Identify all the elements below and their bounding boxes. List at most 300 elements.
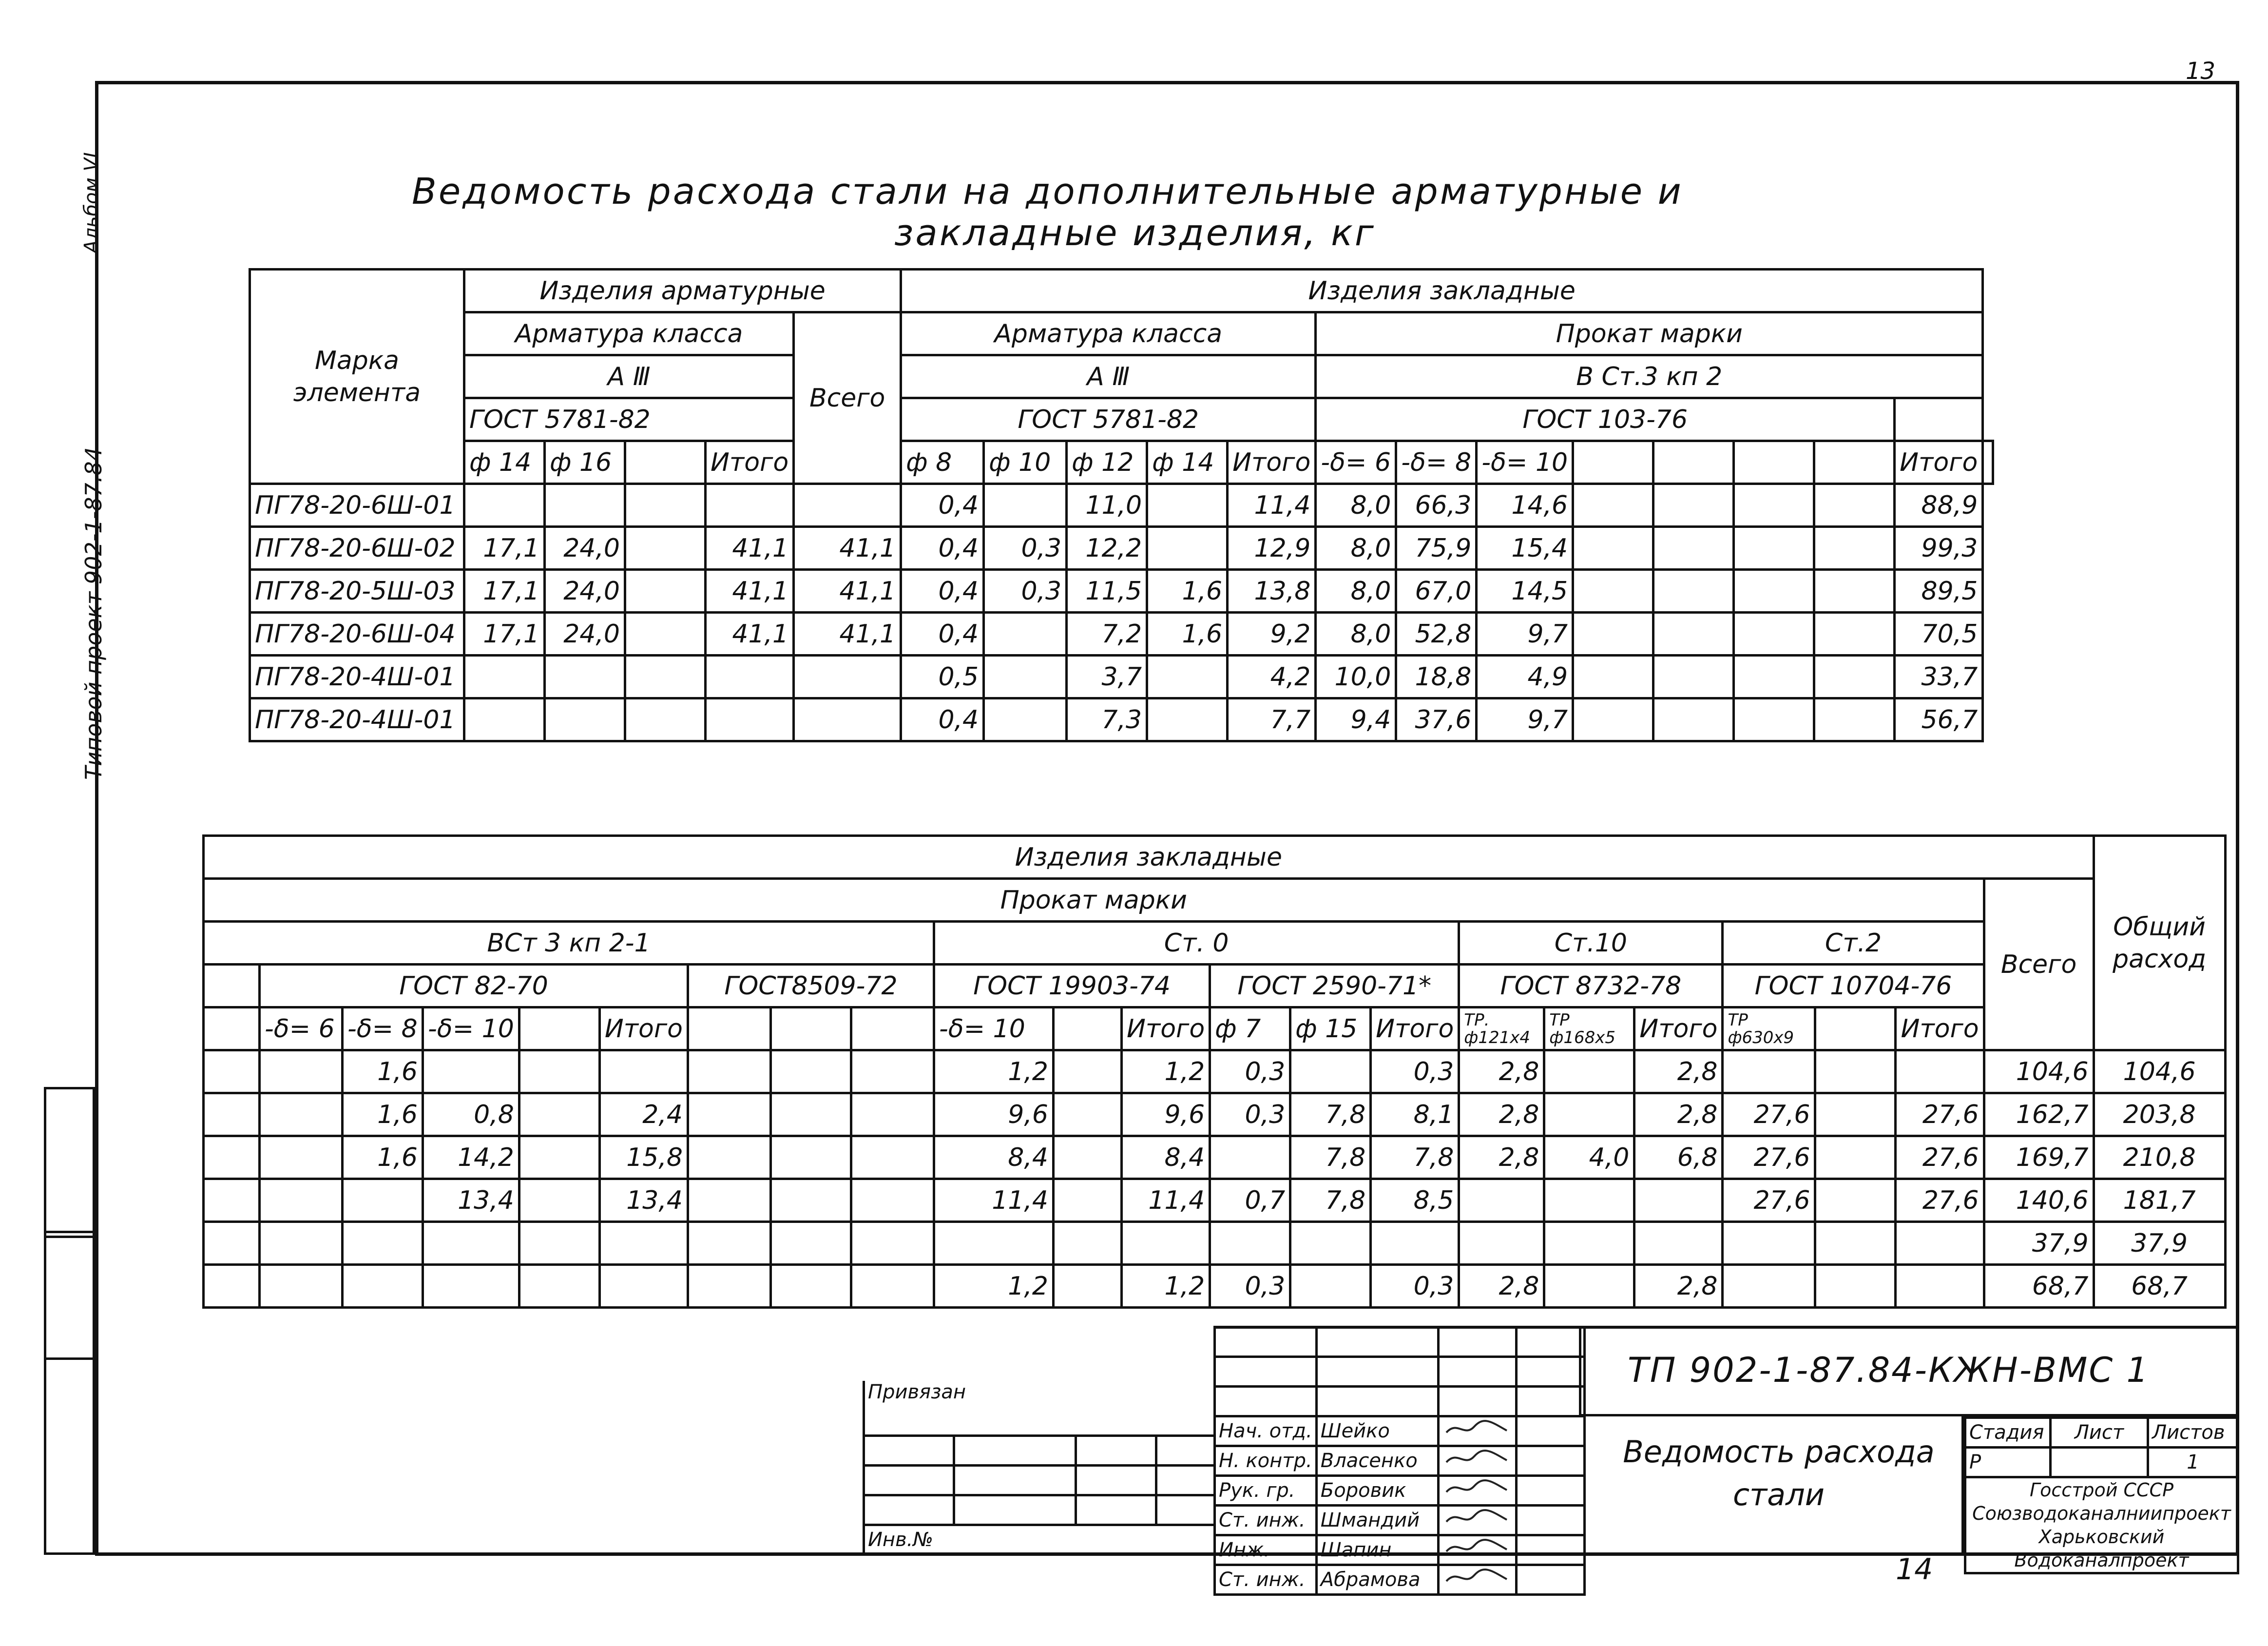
value-cell: 37,6 [1396, 698, 1477, 741]
value-cell [423, 1222, 519, 1265]
value-cell: 10,0 [1316, 656, 1396, 698]
overall-cell: 104,6 [2094, 1050, 2225, 1093]
overall-cell: 68,7 [2094, 1265, 2225, 1308]
col-header [625, 441, 706, 484]
col-header: ф 12 [1067, 441, 1147, 484]
col-header [519, 1007, 599, 1050]
col-header: -δ= 6 [260, 1007, 343, 1050]
value-cell [1723, 1265, 1815, 1308]
total-header: Всего [794, 312, 901, 484]
rolled-grade-header: Прокат марки [1316, 312, 1983, 355]
value-cell [1734, 484, 1814, 527]
signer-row [1215, 1476, 1585, 1506]
value-cell: 8,0 [1316, 484, 1396, 527]
value-cell [771, 1093, 851, 1136]
value-cell [1459, 1222, 1544, 1265]
value-cell [851, 1179, 934, 1222]
value-cell: 11,5 [1067, 570, 1147, 613]
date-cell [1516, 1506, 1584, 1535]
value-cell: 89,5 [1895, 570, 1983, 613]
stamp-code-box [1579, 1326, 2239, 1416]
value-cell: 1,2 [1122, 1050, 1210, 1093]
value-cell [423, 1050, 519, 1093]
value-cell: 14,5 [1477, 570, 1573, 613]
value-cell: 4,9 [1477, 656, 1573, 698]
signer-role: Инж. [1215, 1535, 1317, 1565]
value-cell [464, 698, 545, 741]
value-cell [794, 656, 901, 698]
table-row [204, 1179, 2226, 1222]
value-cell [934, 1222, 1054, 1265]
value-cell: 0,4 [901, 613, 984, 656]
overall-header: Общий расход [2094, 836, 2225, 1050]
value-cell: 27,6 [1896, 1179, 1984, 1222]
value-cell [1653, 656, 1734, 698]
value-cell: 2,8 [1634, 1093, 1723, 1136]
value-cell [1814, 656, 1895, 698]
value-cell: 2,8 [1459, 1093, 1544, 1136]
value-cell: 7,8 [1290, 1179, 1371, 1222]
value-cell: 27,6 [1896, 1136, 1984, 1179]
value-cell: 75,9 [1396, 527, 1477, 570]
value-cell [1815, 1265, 1896, 1308]
value-cell [1054, 1050, 1122, 1093]
gost2590-header: ГОСТ 2590-71* [1210, 965, 1459, 1007]
value-cell [1544, 1222, 1634, 1265]
value-cell: 12,2 [1067, 527, 1147, 570]
document-code: ТП 902-1-87.84-КЖН-ВМС 1 [1628, 1350, 2150, 1390]
value-cell [1573, 570, 1653, 613]
value-cell: 8,4 [934, 1136, 1054, 1179]
value-cell: 2,8 [1459, 1265, 1544, 1308]
doc-title: Ведомость расхода стали [1623, 1434, 1935, 1512]
value-cell [1814, 570, 1895, 613]
value-cell [1147, 527, 1228, 570]
gost8732-header: ГОСТ 8732-78 [1459, 965, 1723, 1007]
table-1 [249, 268, 1994, 742]
value-cell [1814, 484, 1895, 527]
total-cell: 104,6 [1984, 1050, 2094, 1093]
armature-class-header: Арматура класса [464, 312, 794, 355]
value-cell [1054, 1136, 1122, 1179]
col-header: -δ= 6 [1316, 441, 1396, 484]
value-cell [625, 484, 706, 527]
value-cell [1573, 613, 1653, 656]
table-row [204, 1222, 2226, 1265]
table-row [250, 484, 1993, 527]
col-header: Итого [706, 441, 794, 484]
armature-class-header-2: Арматура класса [901, 312, 1316, 355]
value-cell: 27,6 [1896, 1093, 1984, 1136]
col-header: ф 14 [1147, 441, 1228, 484]
col-header [851, 1007, 934, 1050]
value-cell: 14,2 [423, 1136, 519, 1179]
col-header: -δ= 10 [1477, 441, 1573, 484]
value-cell [688, 1050, 771, 1093]
title-line-1: Ведомость расхода стали на дополнительные арматурные и [412, 171, 1683, 213]
value-cell [1653, 698, 1734, 741]
col-header: ТР ф168х5 [1544, 1007, 1634, 1050]
value-cell: 41,1 [794, 613, 901, 656]
value-cell [771, 1050, 851, 1093]
signature [1438, 1506, 1516, 1535]
value-cell [625, 698, 706, 741]
col-header: ф 14 [464, 441, 545, 484]
col-header: ф 7 [1210, 1007, 1290, 1050]
overall-cell: 203,8 [2094, 1093, 2225, 1136]
sheet-label: Лист [2051, 1418, 2148, 1448]
value-cell: 9,4 [1316, 698, 1396, 741]
gost-5781-header: ГОСТ 5781-82 [464, 398, 794, 441]
signature [1438, 1416, 1516, 1446]
value-cell [1723, 1222, 1815, 1265]
value-cell [688, 1222, 771, 1265]
signer-row [1215, 1535, 1585, 1565]
date-cell [1516, 1476, 1584, 1506]
value-cell [706, 484, 794, 527]
signer-role: Нач. отд. [1215, 1416, 1317, 1446]
value-cell [1815, 1050, 1896, 1093]
value-cell [1815, 1136, 1896, 1179]
value-cell [1544, 1050, 1634, 1093]
value-cell [984, 613, 1067, 656]
value-cell [1734, 698, 1814, 741]
value-cell [260, 1136, 343, 1179]
value-cell [1147, 698, 1228, 741]
value-cell [1210, 1136, 1290, 1179]
value-cell: 12,9 [1228, 527, 1316, 570]
value-cell [1054, 1222, 1122, 1265]
value-cell [688, 1179, 771, 1222]
mark-cell: ПГ78-20-6Ш-02 [250, 527, 464, 570]
col-header: -δ= 10 [423, 1007, 519, 1050]
gost10704-header: ГОСТ 10704-76 [1723, 965, 1984, 1007]
col-header: Итого [1895, 441, 1983, 484]
mark-cell: ПГ78-20-6Ш-04 [250, 613, 464, 656]
sheet-value [2051, 1448, 2148, 1477]
doc-title-box [1579, 1416, 1964, 1556]
value-cell [1290, 1050, 1371, 1093]
value-cell [851, 1222, 934, 1265]
value-cell: 9,2 [1228, 613, 1316, 656]
value-cell: 7,2 [1067, 613, 1147, 656]
value-cell: 17,1 [464, 570, 545, 613]
margin-box [44, 1087, 95, 1555]
value-cell: 13,4 [423, 1179, 519, 1222]
value-cell [625, 656, 706, 698]
signer-name: Шмандий [1316, 1506, 1438, 1535]
value-cell: 8,1 [1371, 1093, 1459, 1136]
value-cell: 24,0 [545, 613, 625, 656]
signer-name: Шапин [1316, 1535, 1438, 1565]
value-cell: 11,4 [1122, 1179, 1210, 1222]
col-header: Итого [1371, 1007, 1459, 1050]
value-cell [1814, 698, 1895, 741]
value-cell [260, 1222, 343, 1265]
value-cell: 70,5 [1895, 613, 1983, 656]
value-cell [1814, 613, 1895, 656]
embedded-products-header: Изделия закладные [901, 270, 1983, 312]
col-header: -δ= 8 [1396, 441, 1477, 484]
signature [1438, 1476, 1516, 1506]
value-cell [984, 484, 1067, 527]
embedded-products-header: Изделия закладные [204, 836, 2094, 879]
value-cell: 88,9 [1895, 484, 1983, 527]
empty-cell [204, 1007, 260, 1050]
gost82-header: ГОСТ 82-70 [260, 965, 688, 1007]
value-cell [343, 1265, 423, 1308]
mark-cell: ПГ78-20-6Ш-01 [250, 484, 464, 527]
value-cell: 9,6 [934, 1093, 1054, 1136]
value-cell [260, 1265, 343, 1308]
value-cell [1815, 1093, 1896, 1136]
value-cell [688, 1093, 771, 1136]
value-cell: 15,4 [1477, 527, 1573, 570]
value-cell: 8,5 [1371, 1179, 1459, 1222]
col-header: ф 10 [984, 441, 1067, 484]
total-cell: 140,6 [1984, 1179, 2094, 1222]
value-cell [1896, 1050, 1984, 1093]
empty-cell [204, 1136, 260, 1179]
value-cell: 14,6 [1477, 484, 1573, 527]
value-cell: 11,0 [1067, 484, 1147, 527]
value-cell: 8,0 [1316, 527, 1396, 570]
mark-header: Марка элемента [250, 270, 464, 484]
value-cell [599, 1222, 688, 1265]
value-cell [1371, 1222, 1459, 1265]
value-cell: 41,1 [706, 613, 794, 656]
value-cell [464, 656, 545, 698]
value-cell: 0,4 [901, 570, 984, 613]
value-cell: 41,1 [706, 527, 794, 570]
value-cell: 1,2 [934, 1050, 1054, 1093]
value-cell: 4,0 [1544, 1136, 1634, 1179]
value-cell [519, 1179, 599, 1222]
value-cell [519, 1050, 599, 1093]
value-cell: 1,2 [1122, 1265, 1210, 1308]
table-row [204, 1265, 2226, 1308]
value-cell: 0,3 [1210, 1050, 1290, 1093]
value-cell: 1,2 [934, 1265, 1054, 1308]
empty-cell [204, 965, 260, 1007]
col-header: Итого [1228, 441, 1316, 484]
stamp-signers [1213, 1326, 1586, 1596]
table-row [204, 1093, 2226, 1136]
side-album-label: Альбом VI [80, 152, 103, 253]
value-cell [1573, 527, 1653, 570]
value-cell: 1,6 [1147, 613, 1228, 656]
value-cell [625, 527, 706, 570]
value-cell [343, 1179, 423, 1222]
col-header [1814, 441, 1895, 484]
value-cell: 9,6 [1122, 1093, 1210, 1136]
col-header [1573, 441, 1653, 484]
value-cell [519, 1265, 599, 1308]
value-cell: 1,6 [343, 1136, 423, 1179]
bottom-page-number: 14 [1896, 1552, 1933, 1587]
total-cell: 169,7 [1984, 1136, 2094, 1179]
col-header: ТР. ф121х4 [1459, 1007, 1544, 1050]
gost8509-header: ГОСТ8509-72 [688, 965, 934, 1007]
value-cell: 8,0 [1316, 613, 1396, 656]
inv-no-label: Инв.№ [864, 1525, 1215, 1555]
value-cell: 17,1 [464, 613, 545, 656]
value-cell [1734, 613, 1814, 656]
overall-cell: 210,8 [2094, 1136, 2225, 1179]
privyazan-label: Привязан [864, 1381, 1215, 1436]
value-cell: 0,3 [984, 570, 1067, 613]
col-header: Итого [1896, 1007, 1984, 1050]
value-cell [1734, 656, 1814, 698]
value-cell: 13,4 [599, 1179, 688, 1222]
value-cell: 11,4 [1228, 484, 1316, 527]
value-cell [1054, 1093, 1122, 1136]
empty-cell [1895, 398, 1983, 441]
signer-role: Ст. инж. [1215, 1565, 1317, 1595]
value-cell: 0,3 [1371, 1050, 1459, 1093]
date-cell [1516, 1416, 1584, 1446]
col-header [1653, 441, 1734, 484]
stage-label: Стадия [1965, 1418, 2051, 1448]
value-cell: 7,8 [1290, 1093, 1371, 1136]
value-cell [545, 484, 625, 527]
value-cell: 0,4 [901, 698, 984, 741]
value-cell [519, 1222, 599, 1265]
value-cell [423, 1265, 519, 1308]
value-cell: 67,0 [1396, 570, 1477, 613]
st2-header: Ст.2 [1723, 922, 1984, 965]
value-cell [1896, 1222, 1984, 1265]
gost-5781-header-2: ГОСТ 5781-82 [901, 398, 1316, 441]
value-cell [1815, 1222, 1896, 1265]
value-cell: 52,8 [1396, 613, 1477, 656]
col-header [1983, 441, 1993, 484]
value-cell: 0,5 [901, 656, 984, 698]
value-cell [1814, 527, 1895, 570]
signer-name: Абрамова [1316, 1565, 1438, 1595]
value-cell [343, 1222, 423, 1265]
total-header: Всего [1984, 879, 2094, 1050]
col-header [688, 1007, 771, 1050]
value-cell: 6,8 [1634, 1136, 1723, 1179]
value-cell [1573, 698, 1653, 741]
table-row [250, 613, 1993, 656]
table-row [250, 527, 1993, 570]
value-cell [1896, 1265, 1984, 1308]
mark-cell: ПГ78-20-4Ш-01 [250, 656, 464, 698]
value-cell [625, 570, 706, 613]
value-cell: 7,7 [1228, 698, 1316, 741]
value-cell: 0,3 [1371, 1265, 1459, 1308]
organization: Госстрой СССР Союзводоканалниипроект Харьковский Водоканалпроект [1965, 1477, 2238, 1573]
value-cell: 27,6 [1723, 1179, 1815, 1222]
armature-products-header: Изделия арматурные [464, 270, 901, 312]
value-cell: 7,3 [1067, 698, 1147, 741]
value-cell: 2,4 [599, 1093, 688, 1136]
stamp-privyazan [863, 1381, 1216, 1556]
value-cell [625, 613, 706, 656]
value-cell: 0,4 [901, 527, 984, 570]
mark-cell: ПГ78-20-5Ш-03 [250, 570, 464, 613]
value-cell [599, 1050, 688, 1093]
st10-header: Ст.10 [1459, 922, 1723, 965]
side-project-label: Типовой проект 902-1-87.84 [80, 447, 107, 780]
col-header: Итого [599, 1007, 688, 1050]
value-cell [706, 656, 794, 698]
st0-header: Ст. 0 [934, 922, 1459, 965]
col-header [1054, 1007, 1122, 1050]
value-cell [1634, 1179, 1723, 1222]
date-cell [1516, 1446, 1584, 1476]
value-cell [984, 698, 1067, 741]
value-cell [1054, 1265, 1122, 1308]
value-cell: 24,0 [545, 570, 625, 613]
empty-cell [204, 1265, 260, 1308]
signer-row [1215, 1416, 1585, 1446]
value-cell [1459, 1179, 1544, 1222]
signer-name: Шейко [1316, 1416, 1438, 1446]
table-row [250, 656, 1993, 698]
value-cell [464, 484, 545, 527]
value-cell: 0,7 [1210, 1179, 1290, 1222]
value-cell: 1,6 [1147, 570, 1228, 613]
stamp-stage-block [1964, 1416, 2239, 1574]
value-cell [260, 1179, 343, 1222]
value-cell: 3,7 [1067, 656, 1147, 698]
value-cell [1653, 527, 1734, 570]
grade-vst3kp2-header: В Ст.3 кп 2 [1316, 355, 1983, 398]
col-header [1734, 441, 1814, 484]
col-header: Итого [1634, 1007, 1723, 1050]
value-cell [1290, 1265, 1371, 1308]
value-cell [1122, 1222, 1210, 1265]
col-header: ТР ф630х9 [1723, 1007, 1815, 1050]
value-cell: 9,7 [1477, 613, 1573, 656]
value-cell: 1,6 [343, 1050, 423, 1093]
overall-cell: 37,9 [2094, 1222, 2225, 1265]
sheets-value: 1 [2148, 1448, 2238, 1477]
signer-row [1215, 1565, 1585, 1595]
value-cell [1634, 1222, 1723, 1265]
value-cell: 41,1 [706, 570, 794, 613]
total-cell: 37,9 [1984, 1222, 2094, 1265]
value-cell [1573, 484, 1653, 527]
value-cell: 24,0 [545, 527, 625, 570]
table-2 [202, 834, 2227, 1309]
value-cell [706, 698, 794, 741]
value-cell [1544, 1265, 1634, 1308]
col-header: ф 8 [901, 441, 984, 484]
value-cell: 0,8 [423, 1093, 519, 1136]
value-cell: 99,3 [1895, 527, 1983, 570]
col-header [1815, 1007, 1896, 1050]
value-cell [1544, 1179, 1634, 1222]
table-row [250, 570, 1993, 613]
rolled-grade-header: Прокат марки [204, 879, 1984, 922]
value-cell [1290, 1222, 1371, 1265]
value-cell [1147, 656, 1228, 698]
empty-cell [204, 1093, 260, 1136]
value-cell: 4,2 [1228, 656, 1316, 698]
page-number: 13 [2186, 58, 2216, 85]
value-cell [688, 1265, 771, 1308]
value-cell: 41,1 [794, 570, 901, 613]
empty-cell [204, 1050, 260, 1093]
value-cell [1210, 1222, 1290, 1265]
mark-cell: ПГ78-20-4Ш-01 [250, 698, 464, 741]
signer-role: Рук. гр. [1215, 1476, 1317, 1506]
col-header: -δ= 10 [934, 1007, 1054, 1050]
